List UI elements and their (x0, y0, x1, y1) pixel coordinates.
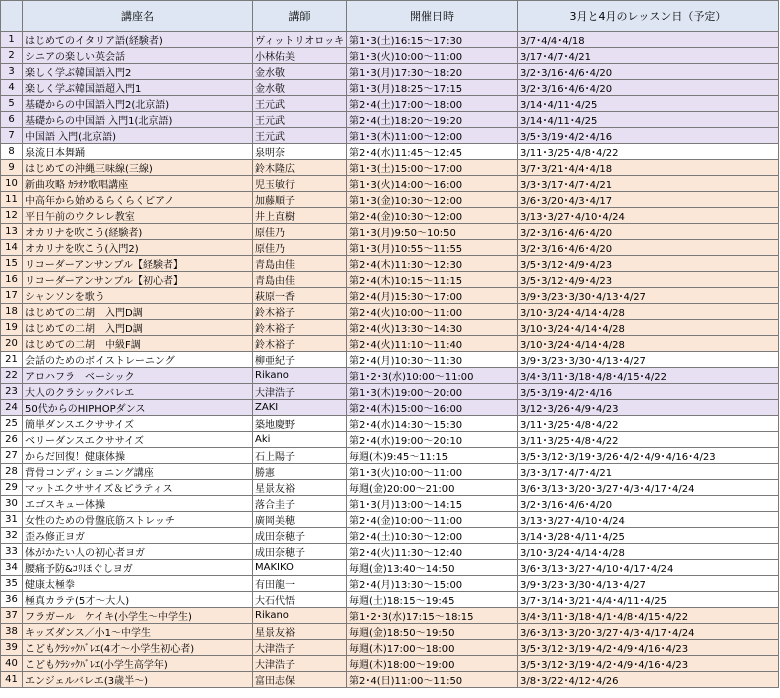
schedule-time: 第1･3(土)15:00～17:00 (347, 160, 518, 176)
lesson-dates: 3/11･3/25･4/8･4/22 (518, 432, 779, 448)
schedule-time: 第1･3(木)19:00～20:00 (347, 384, 518, 400)
teacher-name: 勝憲 (253, 464, 347, 480)
lesson-dates: 3/5･3/12･4/9･4/23 (518, 272, 779, 288)
schedule-time: 第2･4(水)11:45～12:45 (347, 144, 518, 160)
course-name: シャンソンを歌う (23, 288, 253, 304)
table-row (1, 336, 779, 352)
teacher-name: Aki (253, 432, 347, 448)
row-number: 7 (1, 128, 23, 144)
row-number: 14 (1, 240, 23, 256)
row-number: 40 (1, 656, 23, 672)
teacher-name: 大津浩子 (253, 656, 347, 672)
teacher-name: 王元武 (253, 112, 347, 128)
course-name: エンジェルバレエ(3歳半～) (23, 672, 253, 688)
row-number: 35 (1, 576, 23, 592)
row-number: 38 (1, 624, 23, 640)
table-row (1, 656, 779, 672)
row-number: 21 (1, 352, 23, 368)
schedule-time: 第1･3(木)11:00～12:00 (347, 128, 518, 144)
table-row (1, 128, 779, 144)
lesson-dates: 3/10･3/24･4/14･4/28 (518, 336, 779, 352)
lesson-dates: 3/14･4/11･4/25 (518, 112, 779, 128)
table-row (1, 448, 779, 464)
course-name: リコーダーアンサンブル【経験者】 (23, 256, 253, 272)
header-schedule: 開催日時 (347, 1, 518, 32)
table-row (1, 480, 779, 496)
lesson-dates: 3/5･3/12･3/19･4/2･4/9･4/16･4/23 (518, 656, 779, 672)
row-number: 27 (1, 448, 23, 464)
course-name: はじめての沖縄三味線(三線) (23, 160, 253, 176)
lesson-dates: 3/6･3/20･4/3･4/17 (518, 192, 779, 208)
teacher-name: 星景友裕 (253, 480, 347, 496)
teacher-name: MAKIKO (253, 560, 347, 576)
lesson-dates: 3/5･3/19･4/2･4/16 (518, 128, 779, 144)
row-number: 9 (1, 160, 23, 176)
row-number: 22 (1, 368, 23, 384)
teacher-name: 原佳乃 (253, 240, 347, 256)
lesson-dates: 3/2･3/16･4/6･4/20 (518, 80, 779, 96)
table-row (1, 528, 779, 544)
schedule-time: 第2･4(日)11:00～11:50 (347, 672, 518, 688)
lesson-dates: 3/13･3/27･4/10･4/24 (518, 512, 779, 528)
schedule-time: 毎週(金)20:00～21:00 (347, 480, 518, 496)
row-number: 26 (1, 432, 23, 448)
teacher-name: 成田奈穂子 (253, 528, 347, 544)
row-number: 31 (1, 512, 23, 528)
table-row (1, 560, 779, 576)
lesson-dates: 3/11･3/25･4/8･4/22 (518, 144, 779, 160)
table-row (1, 96, 779, 112)
schedule-time: 毎週(金)13:40～14:50 (347, 560, 518, 576)
table-row (1, 160, 779, 176)
table-row (1, 496, 779, 512)
table-row (1, 512, 779, 528)
teacher-name: 成田奈穂子 (253, 544, 347, 560)
table-row (1, 272, 779, 288)
teacher-name: 築地慶野 (253, 416, 347, 432)
lesson-dates: 3/2･3/16･4/6･4/20 (518, 224, 779, 240)
course-name: キッズダンス／小1～中学生 (23, 624, 253, 640)
row-number: 25 (1, 416, 23, 432)
teacher-name: 石上陽子 (253, 448, 347, 464)
course-name: こどもｸﾗｼｯｸﾊﾞﾚｴ(小学生高学年) (23, 656, 253, 672)
table-row (1, 576, 779, 592)
row-number: 16 (1, 272, 23, 288)
lesson-dates: 3/6･3/13･3/20･3/27･4/3･4/17･4/24 (518, 480, 779, 496)
table-row (1, 368, 779, 384)
schedule-time: 第2･4(木)10:15～11:15 (347, 272, 518, 288)
course-name: 女性のための骨盤底筋ストレッチ (23, 512, 253, 528)
lesson-dates: 3/5･3/12･3/19･3/26･4/2･4/9･4/16･4/23 (518, 448, 779, 464)
course-name: 歪み修正ヨガ (23, 528, 253, 544)
row-number: 12 (1, 208, 23, 224)
schedule-time: 第1･3(火)14:00～16:00 (347, 176, 518, 192)
table-row (1, 112, 779, 128)
schedule-time: 第1･3(金)10:30～12:00 (347, 192, 518, 208)
row-number: 15 (1, 256, 23, 272)
schedule-time: 毎週(木)18:00～19:00 (347, 656, 518, 672)
schedule-time: 毎週(木)17:00～18:00 (347, 640, 518, 656)
lesson-dates: 3/9･3/23･3/30･4/13･4/27 (518, 352, 779, 368)
row-number: 4 (1, 80, 23, 96)
course-name: 健康太極拳 (23, 576, 253, 592)
teacher-name: 原佳乃 (253, 224, 347, 240)
lesson-dates: 3/2･3/16･4/6･4/20 (518, 240, 779, 256)
row-number: 34 (1, 560, 23, 576)
schedule-time: 毎週(土)18:15～19:45 (347, 592, 518, 608)
course-name: 中国語 入門(北京語) (23, 128, 253, 144)
lesson-dates: 3/2･3/16･4/6･4/20 (518, 496, 779, 512)
teacher-name: 大津浩子 (253, 384, 347, 400)
lesson-dates: 3/5･3/12･3/19･4/2･4/9･4/16･4/23 (518, 640, 779, 656)
schedule-time: 第1･3(土)16:15～17:30 (347, 32, 518, 48)
table-row (1, 672, 779, 688)
lesson-dates: 3/7･4/4･4/18 (518, 32, 779, 48)
table-row (1, 416, 779, 432)
table-row (1, 624, 779, 640)
schedule-time: 第1･3(月)13:00～14:15 (347, 496, 518, 512)
row-number: 36 (1, 592, 23, 608)
table-body (1, 32, 779, 688)
teacher-name: 大津浩子 (253, 640, 347, 656)
course-name: はじめてのイタリア語(経験者) (23, 32, 253, 48)
table-row (1, 32, 779, 48)
table-row (1, 544, 779, 560)
course-name: 基礎からの中国語入門2(北京語) (23, 96, 253, 112)
lesson-dates: 3/14･3/28･4/11･4/25 (518, 528, 779, 544)
course-name: 大人のクラシックバレエ (23, 384, 253, 400)
teacher-name: 大石代悟 (253, 592, 347, 608)
lesson-dates: 3/7･3/14･3/21･4/4･4/11･4/25 (518, 592, 779, 608)
table-row (1, 400, 779, 416)
schedule-time: 第2･4(金)10:30～12:00 (347, 208, 518, 224)
teacher-name: 青島由佳 (253, 272, 347, 288)
course-name: 平日午前のウクレレ教室 (23, 208, 253, 224)
schedule-time: 第2･4(木)15:00～16:00 (347, 400, 518, 416)
teacher-name: Rikano (253, 608, 347, 624)
course-name: 中高年から始めるらくらくピアノ (23, 192, 253, 208)
teacher-name: ZAKI (253, 400, 347, 416)
row-number: 3 (1, 64, 23, 80)
teacher-name: 小林佑美 (253, 48, 347, 64)
teacher-name: 鈴木裕子 (253, 304, 347, 320)
row-number: 30 (1, 496, 23, 512)
teacher-name: 落合圭子 (253, 496, 347, 512)
table-row (1, 640, 779, 656)
lesson-dates: 3/3･3/17･4/7･4/21 (518, 176, 779, 192)
lesson-dates: 3/12･3/26･4/9･4/23 (518, 400, 779, 416)
course-name: 体がかたい人の初心者ヨガ (23, 544, 253, 560)
row-number: 1 (1, 32, 23, 48)
schedule-time: 第2･4(月)13:30～15:00 (347, 576, 518, 592)
course-name: からだ回復！健康体操 (23, 448, 253, 464)
course-name: 極真カラテ(5才～大人) (23, 592, 253, 608)
teacher-name: ヴィットリオロッキ (253, 32, 347, 48)
lesson-dates: 3/7･3/21･4/4･4/18 (518, 160, 779, 176)
lesson-dates: 3/14･4/11･4/25 (518, 96, 779, 112)
course-name: アロハフラ ベーシック (23, 368, 253, 384)
course-name: リコーダーアンサンブル【初心者】 (23, 272, 253, 288)
row-number: 24 (1, 400, 23, 416)
teacher-name: 鈴木隆広 (253, 160, 347, 176)
lesson-dates: 3/17･4/7･4/21 (518, 48, 779, 64)
row-number: 32 (1, 528, 23, 544)
row-number: 11 (1, 192, 23, 208)
course-name: 50代からのHIPHOPダンス (23, 400, 253, 416)
header-course-name: 講座名 (23, 1, 253, 32)
lesson-dates: 3/9･3/23･3/30･4/13･4/27 (518, 288, 779, 304)
teacher-name: 柳亜紀子 (253, 352, 347, 368)
table-row (1, 320, 779, 336)
table-row (1, 240, 779, 256)
lesson-dates: 3/6･3/13･3/20･3/27･4/3･4/17･4/24 (518, 624, 779, 640)
course-name: オカリナを吹こう(経験者) (23, 224, 253, 240)
lesson-dates: 3/5･3/19･4/2･4/16 (518, 384, 779, 400)
lesson-dates: 3/3･3/17･4/7･4/21 (518, 464, 779, 480)
table-row (1, 176, 779, 192)
course-name: はじめての二胡 入門D調 (23, 320, 253, 336)
table-row (1, 432, 779, 448)
lesson-dates: 3/4･3/11･3/18･4/8･4/15･4/22 (518, 368, 779, 384)
table-row (1, 384, 779, 400)
lesson-dates: 3/9･3/23･3/30･4/13･4/27 (518, 576, 779, 592)
schedule-time: 第2･4(水)19:00～20:10 (347, 432, 518, 448)
schedule-time: 第2･4(火)10:00～11:00 (347, 304, 518, 320)
schedule-time: 第1･2･3(水)10:00～11:00 (347, 368, 518, 384)
table-row (1, 304, 779, 320)
row-number: 23 (1, 384, 23, 400)
table-row (1, 64, 779, 80)
teacher-name: 青島由佳 (253, 256, 347, 272)
lesson-dates: 3/13･3/27･4/10･4/24 (518, 208, 779, 224)
schedule-time: 第1･3(月)10:55～11:55 (347, 240, 518, 256)
row-number: 41 (1, 672, 23, 688)
lesson-dates: 3/11･3/25･4/8･4/22 (518, 416, 779, 432)
course-name: 楽しく学ぶ韓国語入門2 (23, 64, 253, 80)
teacher-name: 鈴木裕子 (253, 320, 347, 336)
course-name: マットエクササイズ＆ピラティス (23, 480, 253, 496)
teacher-name: 廣岡美穂 (253, 512, 347, 528)
course-name: 簡単ダンスエクササイズ (23, 416, 253, 432)
schedule-time: 第1･3(月)9:50～10:50 (347, 224, 518, 240)
schedule-time: 毎週(木)9:45～11:15 (347, 448, 518, 464)
course-name: オカリナを吹こう(入門2) (23, 240, 253, 256)
row-number: 29 (1, 480, 23, 496)
lesson-dates: 3/8･3/22･4/12･4/26 (518, 672, 779, 688)
teacher-name: 児玉敏行 (253, 176, 347, 192)
course-name: フラガール ケイキ(小学生～中学生) (23, 608, 253, 624)
table-row (1, 80, 779, 96)
row-number: 13 (1, 224, 23, 240)
course-name: 泉流日本舞踊 (23, 144, 253, 160)
row-number: 2 (1, 48, 23, 64)
lesson-dates: 3/6･3/13･3/27･4/10･4/17･4/24 (518, 560, 779, 576)
schedule-time: 第2･4(木)11:30～12:30 (347, 256, 518, 272)
teacher-name: 泉明奈 (253, 144, 347, 160)
table-row (1, 288, 779, 304)
course-name: 背骨コンディショニング講座 (23, 464, 253, 480)
course-name: シニアの楽しい英会話 (23, 48, 253, 64)
lesson-dates: 3/10･3/24･4/14･4/28 (518, 304, 779, 320)
row-number: 28 (1, 464, 23, 480)
teacher-name: 富田志保 (253, 672, 347, 688)
teacher-name: 井上直樹 (253, 208, 347, 224)
course-name: 腰痛予防&ｺﾘほぐしヨガ (23, 560, 253, 576)
schedule-time: 毎週(金)18:50～19:50 (347, 624, 518, 640)
table-row (1, 48, 779, 64)
row-number: 33 (1, 544, 23, 560)
table-row (1, 224, 779, 240)
course-name: 基礎からの中国語 入門1(北京語) (23, 112, 253, 128)
schedule-time: 第2･4(火)13:30～14:30 (347, 320, 518, 336)
schedule-time: 第1･3(火)10:00～11:00 (347, 464, 518, 480)
schedule-time: 第2･4(水)14:30～15:30 (347, 416, 518, 432)
schedule-time: 第1･3(火)10:00～11:00 (347, 48, 518, 64)
course-name: 新曲攻略 ｶﾗｵｹ歌唱講座 (23, 176, 253, 192)
teacher-name: 王元武 (253, 128, 347, 144)
course-name: 楽しく学ぶ韓国語超入門1 (23, 80, 253, 96)
header-row (1, 1, 779, 32)
table-row (1, 144, 779, 160)
teacher-name: 金水敬 (253, 64, 347, 80)
course-name: ベリーダンスエクササイズ (23, 432, 253, 448)
schedule-time: 第2･4(火)11:10～11:40 (347, 336, 518, 352)
course-name: こどもｸﾗｼｯｸﾊﾞﾚｴ(4才～小学生初心者) (23, 640, 253, 656)
header-number (1, 1, 23, 32)
lesson-dates: 3/10･3/24･4/14･4/28 (518, 320, 779, 336)
teacher-name: 萩原一香 (253, 288, 347, 304)
course-name: はじめての二胡 中級F調 (23, 336, 253, 352)
teacher-name: Rikano (253, 368, 347, 384)
teacher-name: 金水敬 (253, 80, 347, 96)
schedule-time: 第1･2･3(水)17:15～18:15 (347, 608, 518, 624)
schedule-time: 第2･4(土)10:30～12:00 (347, 528, 518, 544)
header-teacher: 講師 (253, 1, 347, 32)
row-number: 39 (1, 640, 23, 656)
schedule-time: 第2･4(火)11:30～12:40 (347, 544, 518, 560)
table-row (1, 256, 779, 272)
header-lesson-dates: 3月と4月のレッスン日（予定） (518, 1, 779, 32)
schedule-time: 第2･4(土)18:20～19:20 (347, 112, 518, 128)
row-number: 20 (1, 336, 23, 352)
lesson-dates: 3/5･3/12･4/9･4/23 (518, 256, 779, 272)
row-number: 37 (1, 608, 23, 624)
lesson-dates: 3/10･3/24･4/14･4/28 (518, 544, 779, 560)
table-row (1, 608, 779, 624)
row-number: 18 (1, 304, 23, 320)
schedule-time: 第1･3(月)17:30～18:20 (347, 64, 518, 80)
teacher-name: 王元武 (253, 96, 347, 112)
table-row (1, 192, 779, 208)
schedule-time: 第2･4(月)10:30～11:30 (347, 352, 518, 368)
schedule-time: 第2･4(金)10:00～11:00 (347, 512, 518, 528)
table-row (1, 464, 779, 480)
teacher-name: 有田龍一 (253, 576, 347, 592)
row-number: 17 (1, 288, 23, 304)
course-name: 会話のためのボイストレーニング (23, 352, 253, 368)
lesson-dates: 3/4･3/11･3/18･4/1･4/8･4/15･4/22 (518, 608, 779, 624)
schedule-time: 第2･4(土)17:00～18:00 (347, 96, 518, 112)
lesson-dates: 3/2･3/16･4/6･4/20 (518, 64, 779, 80)
row-number: 10 (1, 176, 23, 192)
row-number: 8 (1, 144, 23, 160)
schedule-time: 第1･3(月)18:25～17:15 (347, 80, 518, 96)
row-number: 5 (1, 96, 23, 112)
teacher-name: 星景友裕 (253, 624, 347, 640)
teacher-name: 鈴木裕子 (253, 336, 347, 352)
table-row (1, 352, 779, 368)
course-name: はじめての二胡 入門D調 (23, 304, 253, 320)
schedule-time: 第2･4(月)15:30～17:00 (347, 288, 518, 304)
row-number: 6 (1, 112, 23, 128)
teacher-name: 加藤順子 (253, 192, 347, 208)
row-number: 19 (1, 320, 23, 336)
course-name: エゴスキュー体操 (23, 496, 253, 512)
table-row (1, 592, 779, 608)
table-row (1, 208, 779, 224)
